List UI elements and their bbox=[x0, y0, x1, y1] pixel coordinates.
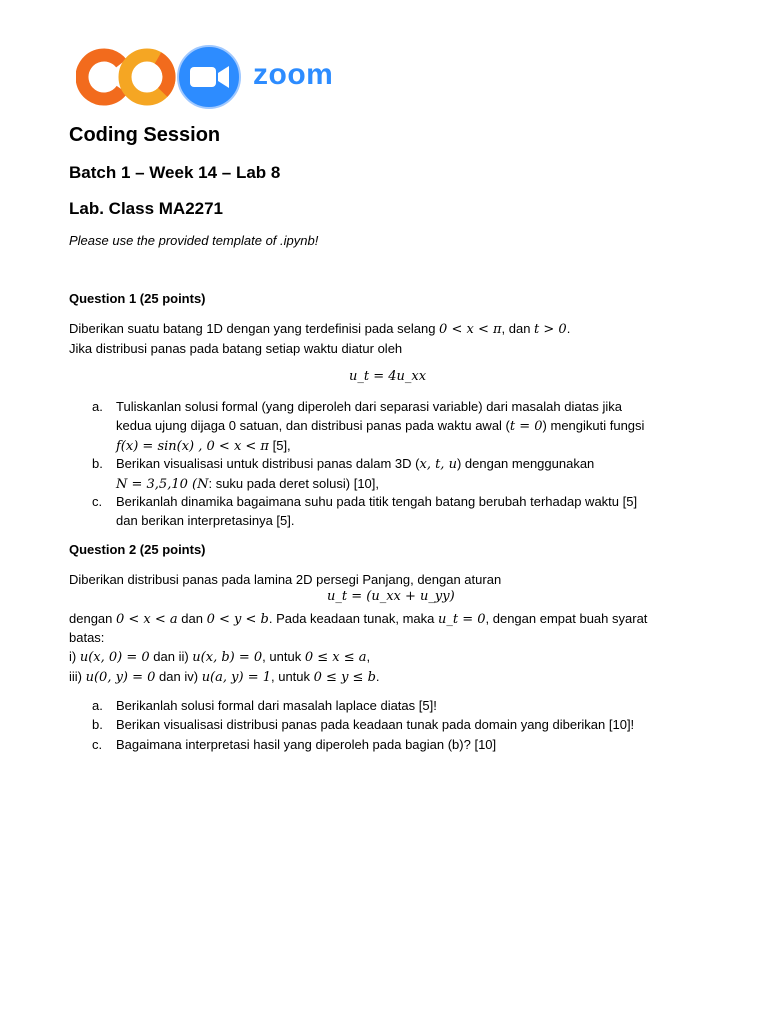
q2-text: dan iv) bbox=[155, 669, 202, 684]
q1-text: ) mengikuti fungsi bbox=[542, 418, 645, 433]
math-bc-1: u(x, 0) = 0 bbox=[79, 650, 150, 665]
list-marker: b. bbox=[92, 456, 103, 471]
math-y-range: 0 ≤ y ≤ b bbox=[313, 670, 376, 685]
math-t-zero: t = 0 bbox=[509, 419, 543, 434]
q1-item-a-text bbox=[116, 436, 756, 456]
math-n-values: N = 3,5,10 (N bbox=[116, 477, 209, 492]
list-marker: a. bbox=[92, 399, 103, 414]
q2-line-1: Diberikan distribusi panas pada lamina 2D persegi Panjang, dengan aturan bbox=[69, 572, 502, 587]
q2-text: i) bbox=[69, 649, 80, 664]
q2-line-3: batas: bbox=[69, 630, 105, 645]
math-bc-3: u(0, y) = 0 bbox=[85, 670, 156, 685]
question-1-heading: Question 1 (25 points) bbox=[69, 291, 206, 306]
heat-equation-2d: u_t = (u_xx + u_yy) bbox=[327, 589, 455, 604]
heat-equation-1d: u_t = 4u_xx bbox=[349, 369, 427, 384]
list-marker: c. bbox=[92, 737, 103, 752]
q1-text: : suku pada deret solusi) [10], bbox=[208, 476, 380, 491]
q2-text: dan ii) bbox=[149, 649, 193, 664]
q2-item-a-text: Berikanlah solusi formal dari masalah laplace diatas [5]! bbox=[116, 698, 437, 713]
q1-line-1 bbox=[69, 319, 570, 339]
q1-text: , dan bbox=[501, 321, 535, 336]
logo-bar bbox=[76, 46, 376, 110]
q1-item-b-text bbox=[116, 454, 756, 474]
q1-text: kedua ujung dijaga 0 satuan, dan distribusi panas pada waktu awal ( bbox=[116, 418, 510, 433]
q2-text: , dengan empat buah syarat bbox=[485, 611, 648, 626]
q1-text: Berikan visualisasi untuk distribusi panas dalam 3D ( bbox=[116, 456, 420, 471]
list-marker: a. bbox=[92, 698, 103, 713]
q2-line-2 bbox=[69, 609, 647, 629]
q2-item-b-text: Berikan visualisasi distribusi panas pada keadaan tunak pada domain yang diberikan [10]! bbox=[116, 717, 635, 732]
q2-text: , untuk bbox=[262, 649, 305, 664]
zoom-wordmark: zoom bbox=[253, 58, 334, 91]
q2-text: . bbox=[375, 669, 380, 684]
math-y-domain: 0 < y < b bbox=[206, 612, 269, 627]
math-interval: 0 < x < π bbox=[439, 322, 502, 337]
math-x-domain: 0 < x < a bbox=[116, 612, 178, 627]
q1-text: [5], bbox=[268, 438, 291, 453]
q2-line-4 bbox=[69, 647, 370, 667]
q2-text: iii) bbox=[69, 669, 86, 684]
q2-text: , bbox=[366, 649, 371, 664]
math-bc-2: u(x, b) = 0 bbox=[192, 650, 263, 665]
q1-item-a-text bbox=[116, 416, 756, 436]
q2-text: dengan bbox=[69, 611, 116, 626]
q1-item-c-text: dan berikan interpretasinya [5]. bbox=[116, 513, 295, 528]
math-x-range: 0 ≤ x ≤ a bbox=[304, 650, 367, 665]
q1-text: Diberikan suatu batang 1D dengan yang terdefinisi pada selang bbox=[69, 321, 440, 336]
q2-item-c bbox=[92, 735, 756, 754]
q2-item-b bbox=[92, 715, 756, 734]
list-marker: b. bbox=[92, 717, 103, 732]
q1-item-a bbox=[92, 397, 756, 456]
class-heading: Lab. Class MA2271 bbox=[69, 199, 224, 218]
q2-text: , untuk bbox=[271, 669, 314, 684]
q1-item-c bbox=[92, 492, 756, 530]
q1-text: ) dengan menggunakan bbox=[456, 456, 595, 471]
q2-line-5 bbox=[69, 667, 380, 687]
q1-text: . bbox=[566, 321, 571, 336]
math-initial-condition: f(x) = sin(x) , 0 < x < π bbox=[116, 439, 269, 454]
math-t-positive: t > 0 bbox=[534, 322, 567, 337]
q1-item-b bbox=[92, 454, 756, 494]
math-xtu: x, t, u bbox=[419, 457, 457, 472]
question-2-heading: Question 2 (25 points) bbox=[69, 542, 206, 557]
zoom-camera-icon bbox=[176, 44, 242, 110]
batch-heading: Batch 1 – Week 14 – Lab 8 bbox=[69, 163, 281, 182]
q1-item-a-text: Tuliskanlan solusi formal (yang diperoleh dari separasi variable) dari masalah diatas jika bbox=[116, 399, 623, 414]
q2-text: . Pada keadaan tunak, maka bbox=[268, 611, 438, 626]
q2-text: dan bbox=[177, 611, 207, 626]
q2-item-c-text: Bagaimana interpretasi hasil yang diperoleh pada bagian (b)? [10] bbox=[116, 737, 497, 752]
q1-item-b-text bbox=[116, 474, 756, 494]
q1-item-c-text: Berikanlah dinamika bagaimana suhu pada titik tengah batang berubah terhadap waktu [5] bbox=[116, 494, 638, 509]
list-marker: c. bbox=[92, 494, 103, 509]
math-bc-4: u(a, y) = 1 bbox=[201, 670, 271, 685]
q2-item-a bbox=[92, 696, 756, 715]
math-steady-state: u_t = 0 bbox=[437, 612, 486, 627]
template-note: Please use the provided template of .ipynb! bbox=[69, 233, 319, 248]
page-title: Coding Session bbox=[69, 124, 221, 146]
q1-line-2: Jika distribusi panas pada batang setiap waktu diatur oleh bbox=[69, 341, 403, 356]
